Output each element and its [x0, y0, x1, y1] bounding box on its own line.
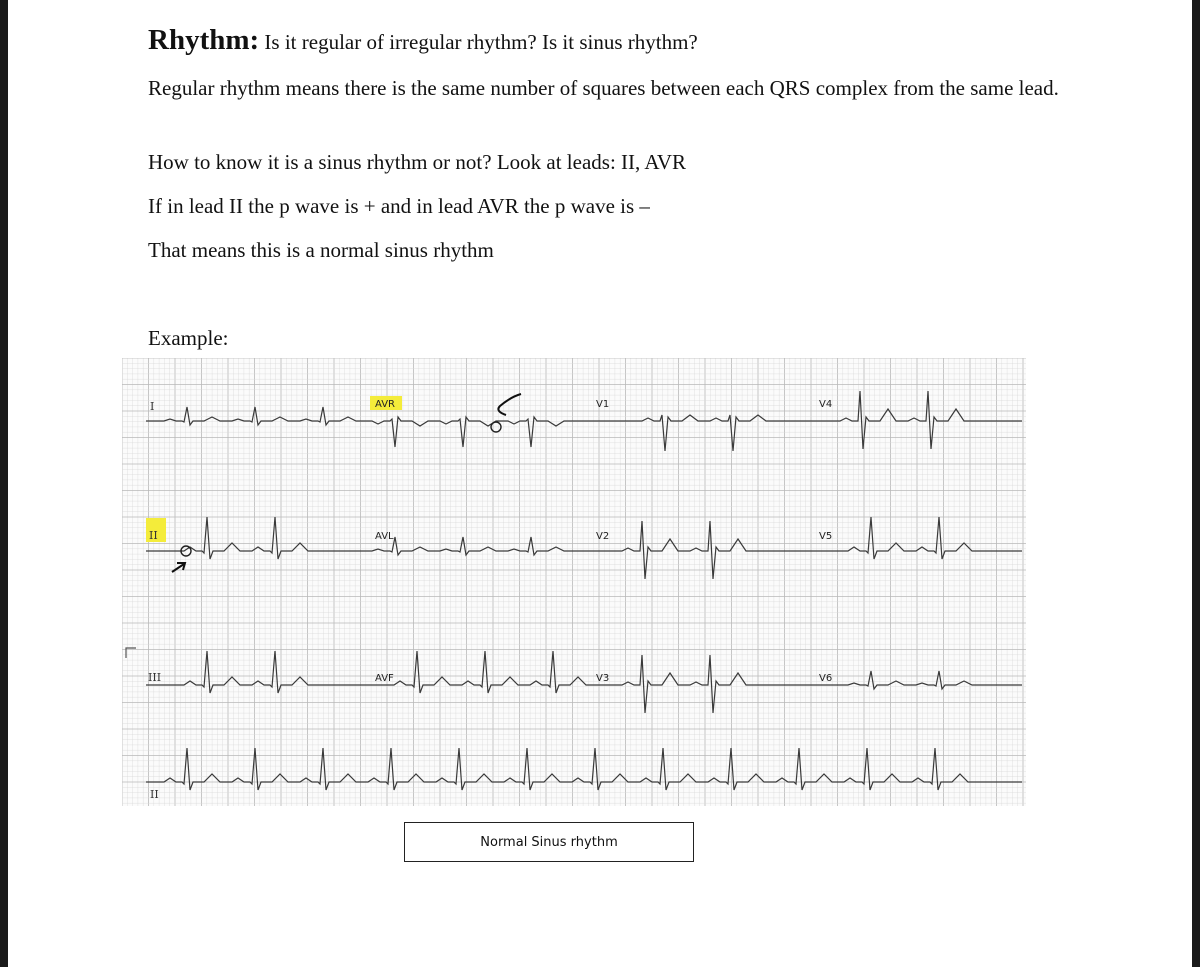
ecg-strip [122, 358, 1026, 806]
lead-label-avl: AVL [375, 531, 394, 542]
lead-label-v2: V2 [596, 531, 610, 542]
heading-label: Rhythm: [148, 24, 260, 56]
paragraph-how-to-know: How to know it is a sinus rhythm or not? Look at leads: II, AVR [148, 150, 686, 174]
lead-label-v1: V1 [596, 399, 610, 410]
lead-label-iii: III [148, 671, 162, 684]
caption-box [404, 822, 694, 862]
heading-question: Is it regular of irregular rhythm? Is it sinus rhythm? [259, 30, 698, 54]
lead-label-v4: V4 [819, 399, 833, 410]
paragraph-p-wave-rule: If in lead II the p wave is + and in lead AVR the p wave is – [148, 194, 650, 218]
paragraph-conclusion: That means this is a normal sinus rhythm [148, 238, 494, 262]
lead-label-i: I [150, 400, 155, 413]
caption-text: Normal Sinus rhythm [480, 834, 618, 850]
section-heading [148, 24, 698, 57]
left-border [0, 0, 8, 967]
right-border [1192, 0, 1200, 967]
lead-label-avf: AVF [375, 673, 394, 684]
lead-label-v5: V5 [819, 531, 833, 542]
ecg-figure [122, 358, 1026, 806]
lead-label-v3: V3 [596, 673, 610, 684]
lead-label-avr: AVR [375, 399, 395, 410]
lead-label-ii: II [149, 529, 158, 542]
lead-label-v6: V6 [819, 673, 833, 684]
example-label: Example: [148, 326, 229, 350]
paragraph-regular-rhythm: Regular rhythm means there is the same number of squares between each QRS complex from the same lead. [148, 76, 1059, 100]
lead-label-ii-rhythm: II [150, 788, 159, 801]
